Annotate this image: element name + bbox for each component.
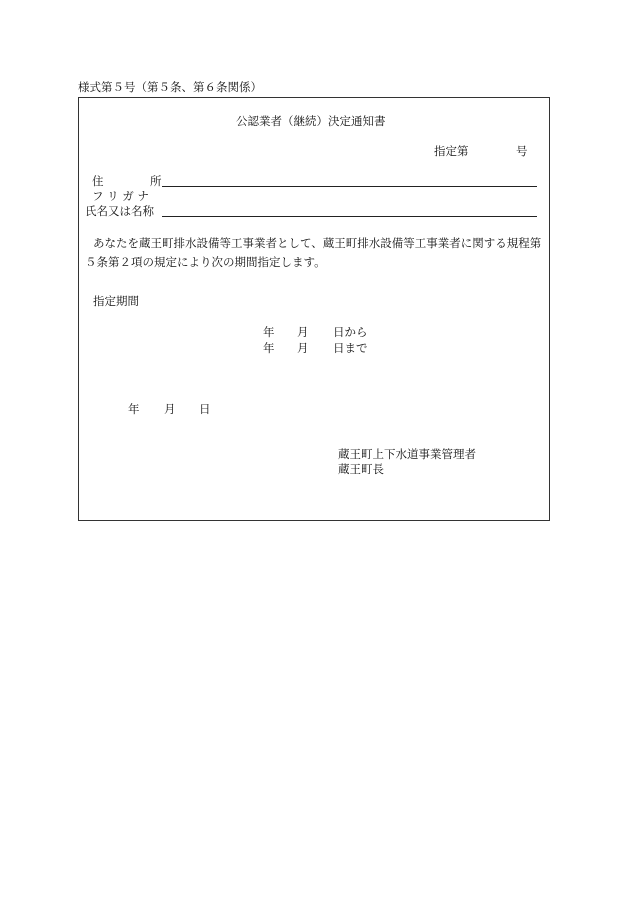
number-suffix: 号 [516, 144, 528, 158]
issue-date-month: 月 [164, 402, 176, 416]
name-underline [162, 216, 537, 217]
period-to-day: 日まで [333, 341, 368, 355]
address-label-char1: 住 [92, 174, 104, 188]
period-to-month: 月 [297, 341, 309, 355]
period-from-day: 日から [333, 325, 368, 339]
issue-date-day: 日 [199, 402, 211, 416]
address-label-char2: 所 [150, 174, 162, 188]
notice-form [78, 97, 550, 521]
period-from-month: 月 [297, 325, 309, 339]
issuer-line-1: 蔵王町上下水道事業管理者 [338, 447, 476, 461]
furigana-label: フ リ ガ ナ [92, 189, 149, 203]
issuer-line-2: 蔵王町長 [338, 462, 384, 476]
body-paragraph [85, 234, 550, 272]
form-label: 様式第５号（第５条、第６条関係） [78, 80, 262, 94]
period-from-year: 年 [263, 325, 275, 339]
period-to-year: 年 [263, 341, 275, 355]
document-title: 公認業者（継続）決定通知書 [236, 114, 386, 128]
address-underline [162, 186, 537, 187]
issue-date-year: 年 [128, 402, 140, 416]
body-line-1: あなたを蔵王町排水設備等工事業者として、蔵王町排水設備等工事業者に関する規程第 [93, 236, 542, 250]
body-line-2: ５条第２項の規定により次の期間指定します。 [85, 255, 326, 269]
name-label: 氏名又は名称 [85, 204, 154, 218]
period-label: 指定期間 [93, 294, 139, 308]
number-prefix: 指定第 [434, 144, 469, 158]
